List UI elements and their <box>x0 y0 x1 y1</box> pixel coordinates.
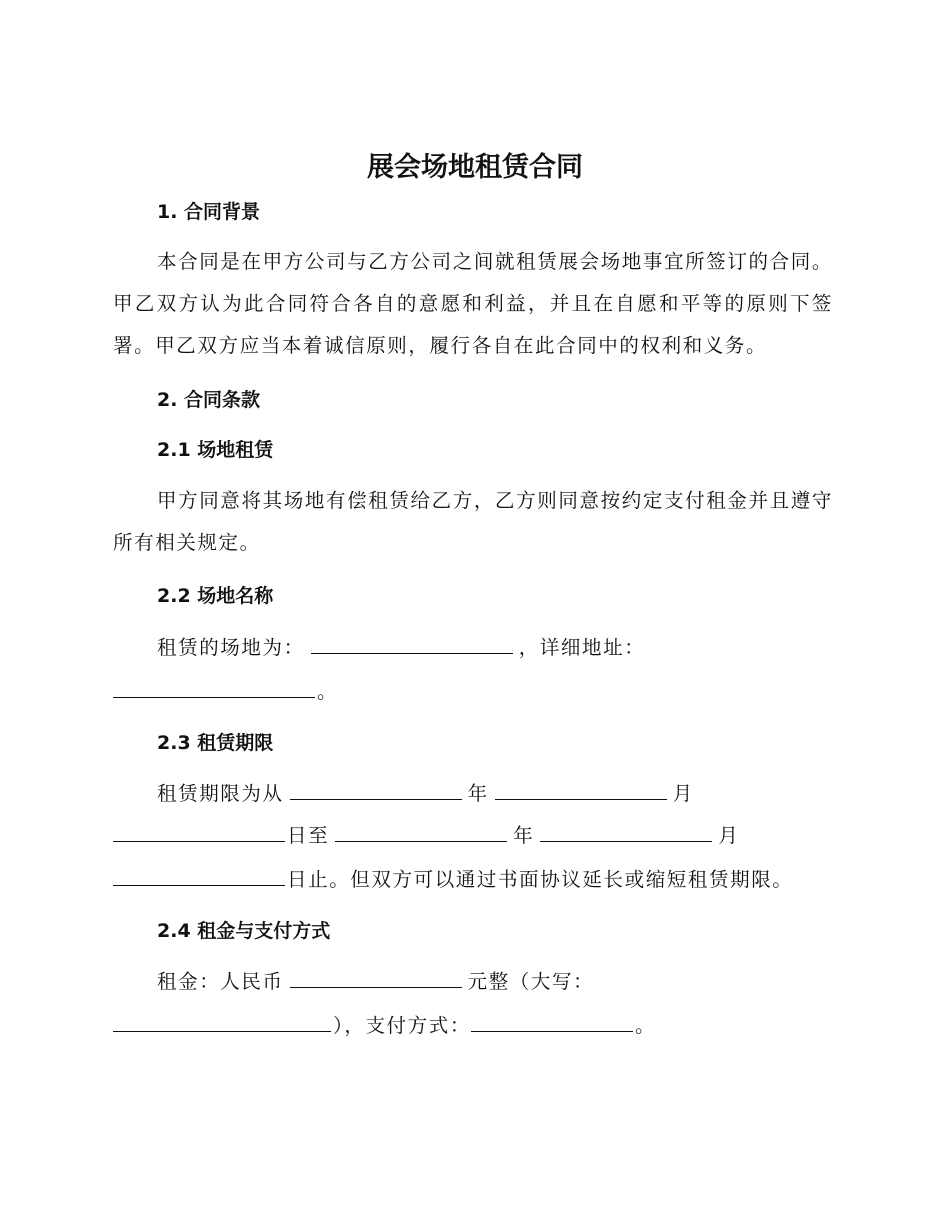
section-heading-period: 2.3 租赁期限 <box>157 732 274 754</box>
start-day-blank[interactable] <box>113 823 285 842</box>
rent-label: 租金：人民币 <box>157 970 284 993</box>
payment-line-2 <box>113 1012 656 1040</box>
address-line <box>113 678 338 706</box>
payment-method-label: ），支付方式： <box>333 1014 471 1037</box>
section-heading-payment: 2.4 租金与支付方式 <box>157 920 331 942</box>
start-month-label: 月 <box>672 782 694 805</box>
period-line-2 <box>113 822 739 850</box>
end-year-blank[interactable] <box>335 823 507 842</box>
end-year-label: 年 <box>513 824 535 847</box>
start-year-blank[interactable] <box>290 781 462 800</box>
rent-words-label: 元整（大写： <box>467 970 595 993</box>
day-end-label: 日止。但双方可以通过书面协议延长或缩短租赁期限。 <box>287 868 794 891</box>
period-line-1 <box>157 780 694 808</box>
start-year-label: 年 <box>467 782 489 805</box>
end-day-blank[interactable] <box>113 867 285 886</box>
document-title: 展会场地租赁合同 <box>367 152 583 183</box>
day-to-label: 日至 <box>287 824 330 847</box>
section-heading-venue-name: 2.2 场地名称 <box>157 585 274 607</box>
address-blank[interactable] <box>113 679 315 698</box>
period-from-label: 租赁期限为从 <box>157 782 284 805</box>
lease-paragraph: 甲方同意将其场地有偿租赁给乙方，乙方则同意按约定支付租金并且遵守所有相关规定。 <box>113 489 833 554</box>
venue-name-blank[interactable] <box>311 635 513 654</box>
section-heading-lease: 2.1 场地租赁 <box>157 439 274 461</box>
end-month-label: 月 <box>718 824 740 847</box>
payment-line-1 <box>157 968 594 996</box>
payment-end-mark: 。 <box>634 1014 657 1037</box>
background-paragraph: 本合同是在甲方公司与乙方公司之间就租赁展会场地事宜所签订的合同。甲乙双方认为此合同符合各自的意愿和利益，并且在自愿和平等的原则下签署。甲乙双方应当本着诚信原则，履行各自在此合同中的权利和义务。 <box>113 250 833 357</box>
venue-line <box>157 634 645 662</box>
rent-words-blank[interactable] <box>113 1013 331 1032</box>
start-month-blank[interactable] <box>495 781 667 800</box>
end-month-blank[interactable] <box>540 823 712 842</box>
venue-label: 租赁的场地为： <box>157 636 305 659</box>
address-end-mark: 。 <box>317 680 339 703</box>
address-label: ，详细地址： <box>518 636 646 659</box>
section-heading-background: 1. 合同背景 <box>157 201 261 223</box>
rent-amount-blank[interactable] <box>290 969 462 988</box>
period-line-3 <box>113 866 793 894</box>
payment-method-blank[interactable] <box>471 1013 633 1032</box>
section-heading-terms: 2. 合同条款 <box>157 389 261 411</box>
